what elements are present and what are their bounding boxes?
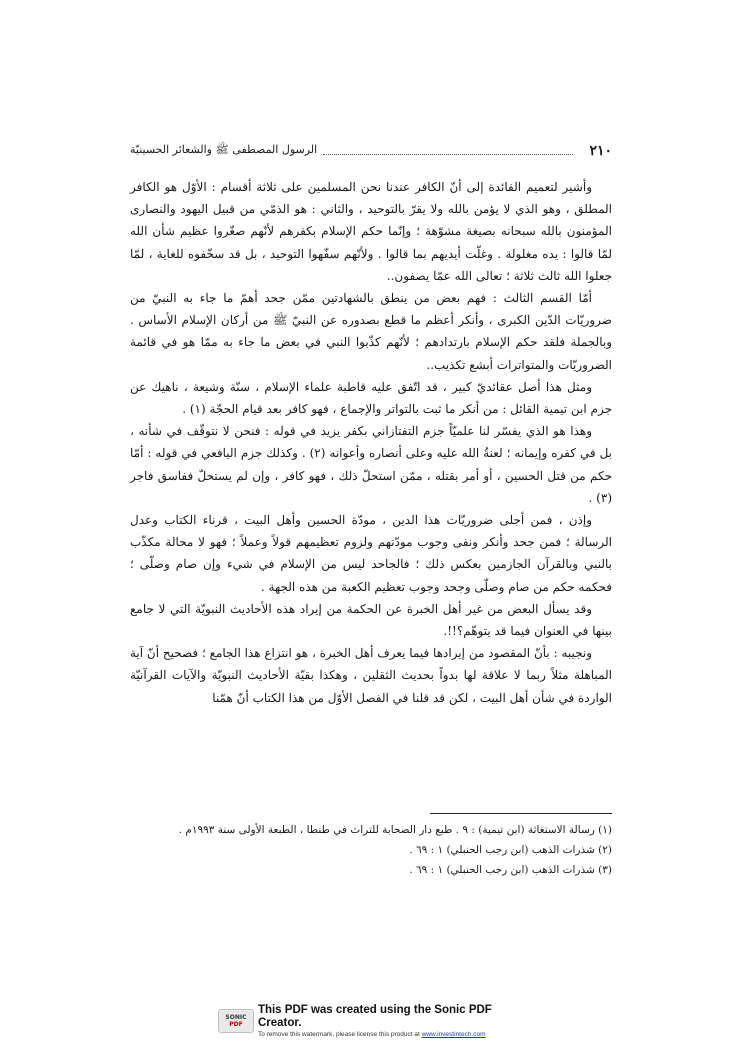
footnote-2: (٢) شذرات الذهب (ابن رجب الحنبلي) ١ : ٦٩ . — [409, 844, 612, 856]
watermark-text — [258, 1004, 538, 1039]
footnotes — [130, 820, 612, 880]
logo-text-top: SONIC — [225, 1014, 247, 1021]
pdf-watermark — [218, 1003, 538, 1038]
page-header — [130, 143, 612, 159]
paragraph-3: ومثل هذا أصل عقائديّ كبير ، قد اتّفق عليه قاطبة علماء الإسلام ، سنّة وشيعة ، ناهيك عن جزم ابن تيمية القائل : من أنكر ما ثبت بالتواتر والإجماع ، فهو كافر بعد قيام الحجّة (١) . — [130, 379, 612, 417]
paragraph-6: وقد يسأل البعض من غير أهل الخبرة عن الحكمة من إيراد هذه الأحاديث النبويّة التي لا جامع بينها في العنوان فيما قد يتوهّم؟!!. — [130, 601, 612, 639]
watermark-link[interactable]: www.investintech.com — [421, 1030, 486, 1038]
running-title: الرسول المصطفى ﷺ والشعائر الحسينيّة — [130, 143, 318, 156]
paragraph-5: وإذن ، فمن أجلى ضروريّات هذا الدين ، مودّة الحسين وأهل البيت ، قرناء الكتاب وعدل الرسالة ؛ فمن جحد وأنكر ونفى وجوب مودّتهم ولزوم تعظيمهم قولاً وعملاً ؛ فهو لا محالة مكذّب بالنبي وبالقرآن الجازمين بعكس ذلك ؛ فالجاحد ليس من الإسلام في شيء وإن صام وصلّى ؛ فحكمه حكم من صام وصلّى وجحد وجوب تعظيم الكعبة من هذه الجهة . — [130, 513, 612, 594]
sonic-pdf-logo-icon — [218, 1009, 254, 1033]
footnote-3: (٣) شذرات الذهب (ابن رجب الحنبلي) ١ : ٦٩ . — [409, 864, 612, 876]
watermark-main-text: This PDF was created using the Sonic PDF Creator. — [257, 1003, 492, 1029]
paragraph-7: ونجيبه : بأنّ المقصود من إيرادها فيما يعرف أهل الخبرة ، هو انتزاع هذا الجامع ؛ فصحيح أنّ آية المباهلة مثلاً ربما لا علاقة لها بدواً بحديث الثقلين ، وهكذا بقيّة الأحاديث النبويّة والآيات القرآنيّة الواردة في شأن أهل البيت ، لكن قد قلنا في الفصل الأوّل من هذا الكتاب أنّ همّنا — [130, 646, 612, 705]
footnote-divider — [430, 813, 612, 814]
logo-text-bottom: PDF — [229, 1021, 243, 1028]
page-number: ٢١٠ — [589, 143, 612, 159]
header-leader-dots — [323, 154, 573, 155]
paragraph-2: أمّا القسم الثالث : فهم بعض من ينطق بالشهادتين ممّن جحد أهمّ ما جاء به النبيّ من ضروريّات الدّين الكبرى ، وأنكر أعظم ما قطع بصدوره عن النبيّ ﷺ من أركان الإسلام الأساس . وبالجملة فلقد حكم الإسلام بارتدادهم ؛ لأنّهم كذّبوا النبي في بعض ما جاء به ممّا هو في قائمة الضروريّات والمتواترات أبشع تكذيب.. — [130, 291, 612, 372]
watermark-sub-line — [258, 1030, 538, 1039]
main-text — [130, 176, 612, 709]
footnote-1: (١) رسالة الاستغاثة (ابن تيمية) : ٩ . طبع دار الصحابة للتراث في طنطا ، الطبعة الأولى سنة ١٩٩٣م . — [178, 824, 612, 836]
paragraph-4: وهذا هو الذي يفسّر لنا علميّاً جزم التفتازاني بكفر يزيد في قوله : فنحن لا نتوقّف في شأنه ، بل في كفره وإيمانه ؛ لعنةُ الله عليه وعلى أنصاره وأعوانه (٢) . وكذلك جزم اليافعي في قوله : أمّا حكم من قتل الحسين ، أو أمر بقتله ، ممّن استحلّ ذلك ، فهو كافر ، وإن لم يستحلّ ففاسق فاجر (٣) . — [130, 424, 612, 505]
paragraph-1: وأشير لتعميم الفائدة إلى أنّ الكافر عندنا نحن المسلمين على ثلاثة أقسام : الأوّل هو الكافر المطلق ، وهو الذي لا يؤمن بالله ولا يقرّ بالتوحيد ، والثاني : هو الذمّي من قبيل اليهود والنصارى المؤمنون بالله سبحانه بصيغة مشوّهة ؛ وإنّما حكم الإسلام بكفرهم لأنّهم صغّروا عظيم شأن الله لمّا قالوا : يده مغلولة . وغلّت أيديهم بما قالوا . ولأنّهم سفّهوا التوحيد ، بل قد سخّفوه للغاية ، لمّا جعلوا الله ثالث ثلاثة ؛ تعالى الله عمّا يصفون.. — [130, 180, 612, 283]
watermark-sub-text: To remove this watermark, please license this product at — [257, 1030, 422, 1038]
